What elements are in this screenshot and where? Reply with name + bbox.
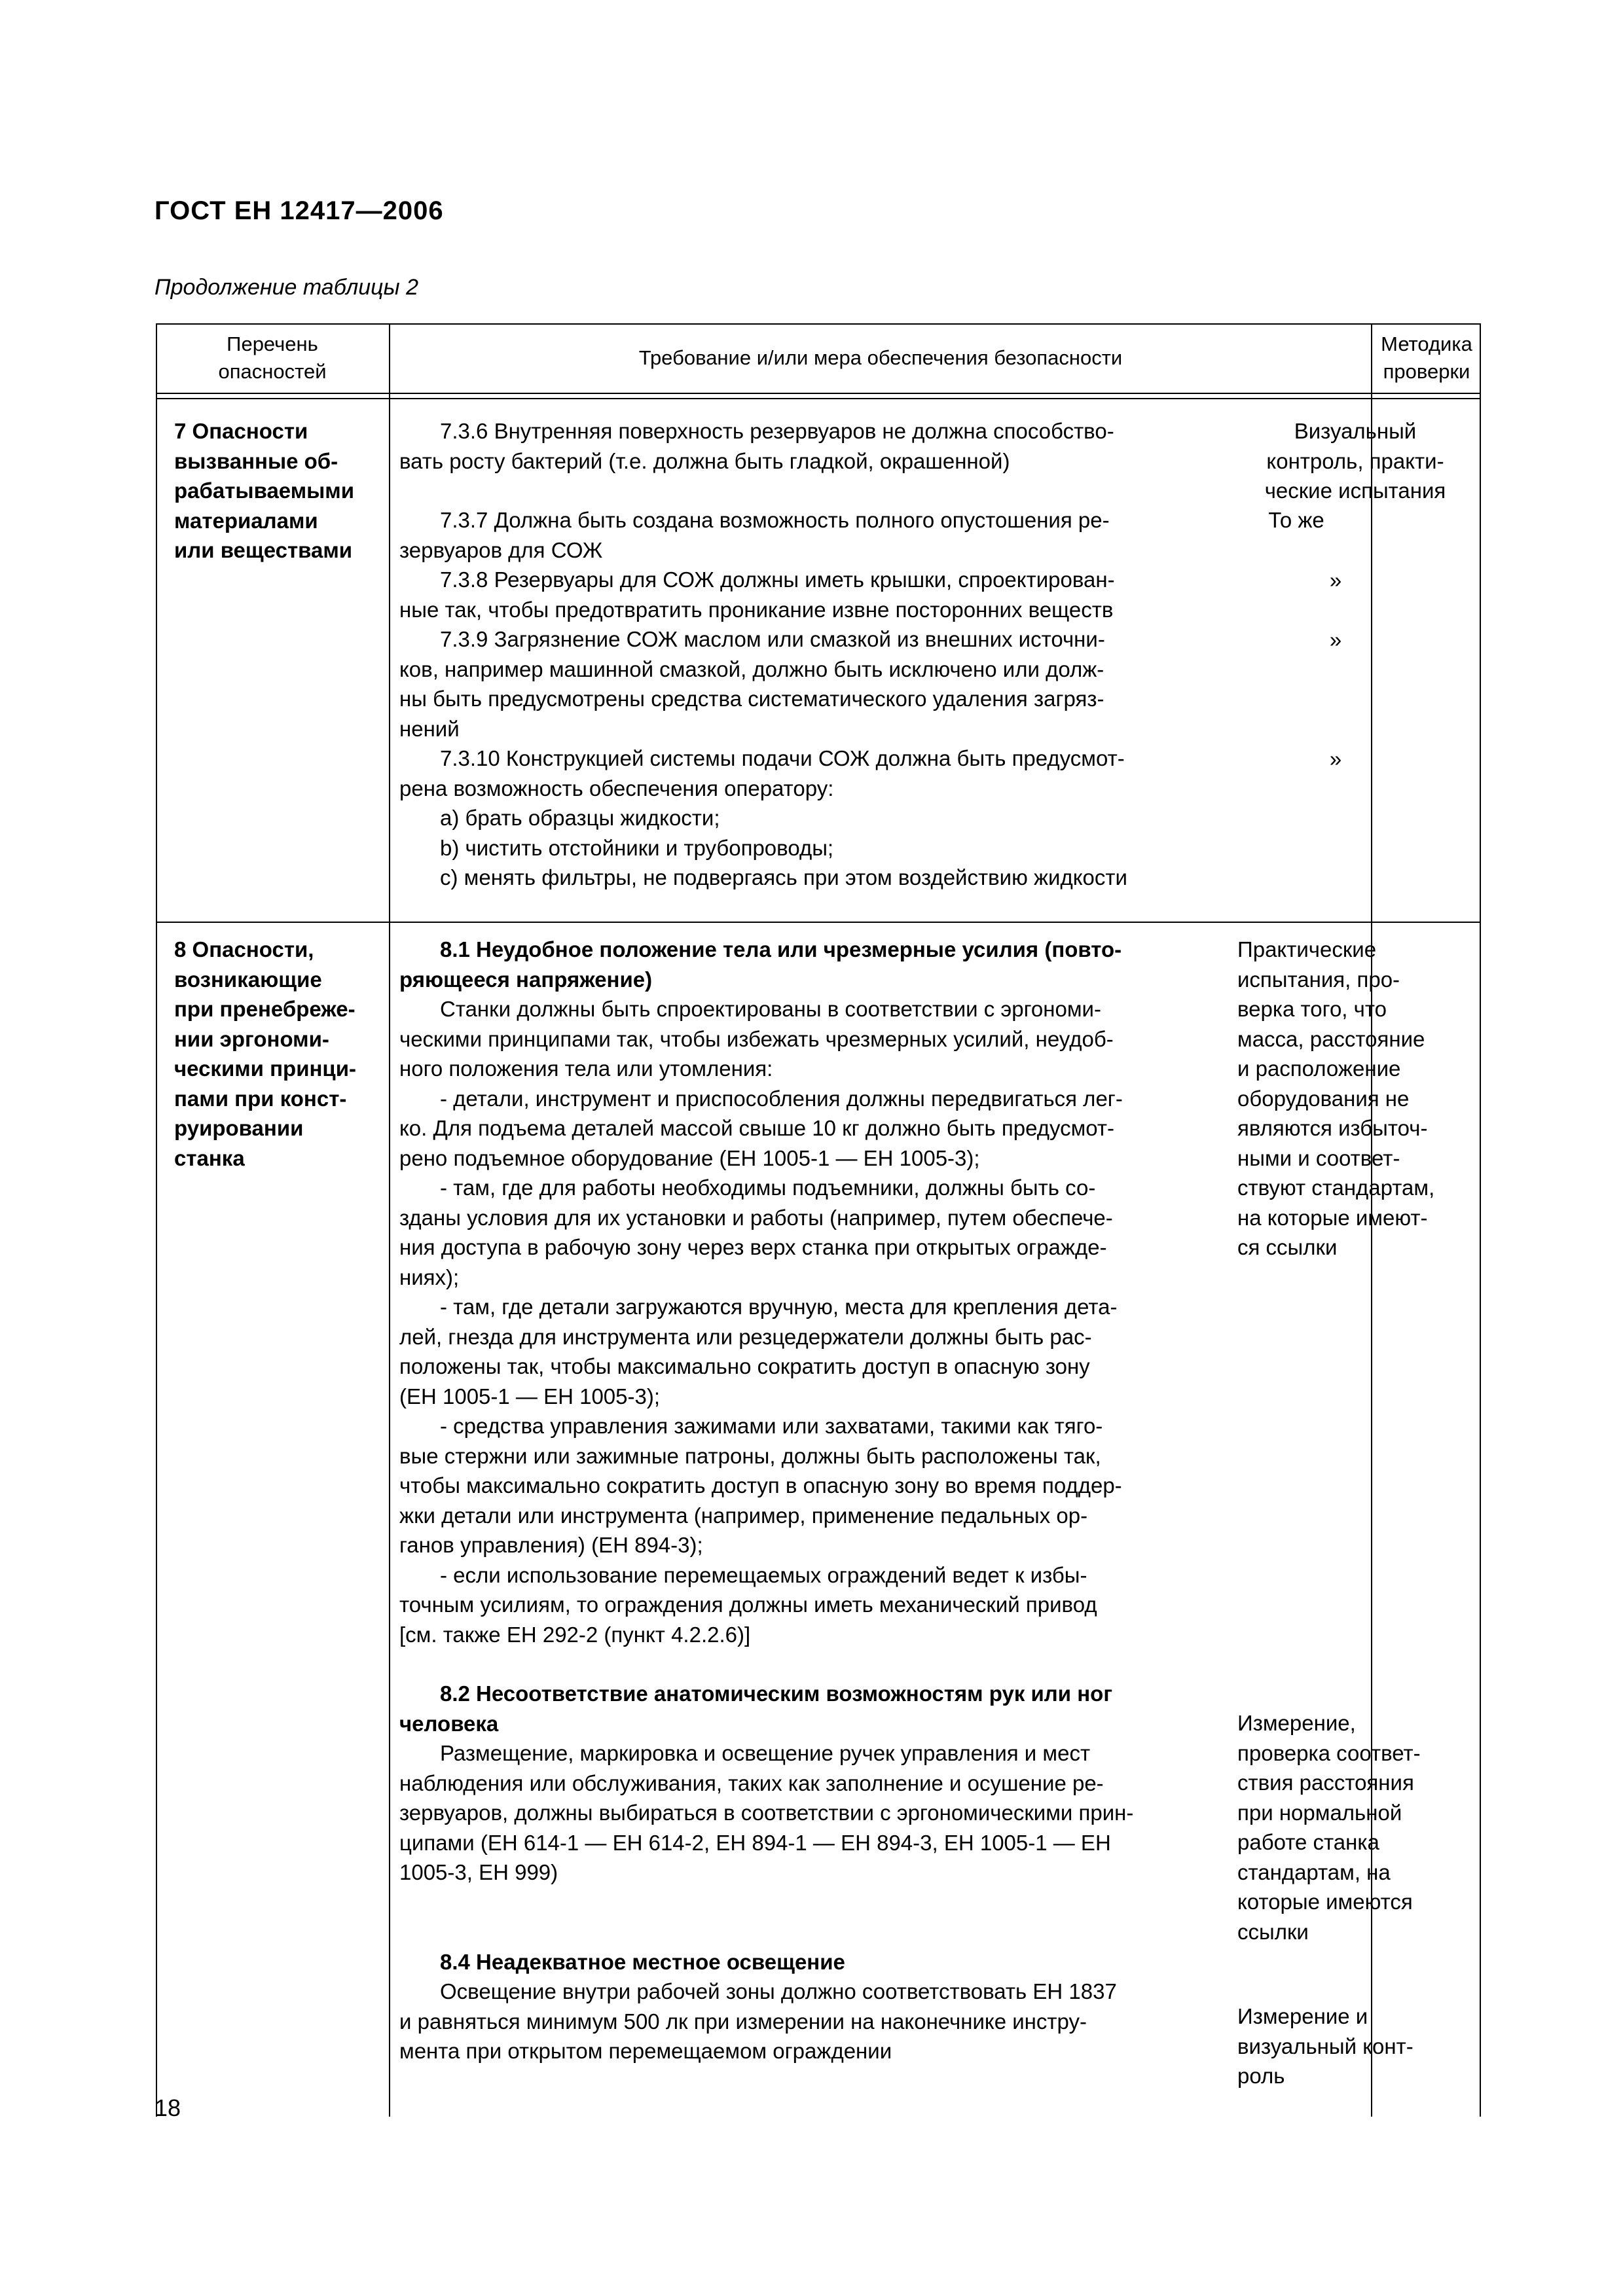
- header-divider: [156, 393, 1481, 394]
- heading-8-2: 8.2 Несоответствие анатомическим возможностям рук или ног человека: [399, 1681, 1113, 1736]
- req-8-1-item-1: - детали, инструмент и приспособления должны передвигаться лег- ко. Для подъема деталей массой свыше 10 кг должно быть предусмот- рено подъемное оборудование (ЕН 1005-1 — ЕН 1005-3);: [399, 1086, 1123, 1170]
- req-8-1-item-3: - там, где детали загружаются вручную, места для крепления дета- лей, гнезда для инструмента или резцедержатели должны быть рас- положены так, чтобы максимально сократить доступ в опасную зону (ЕН 1005-1 — ЕН 1005-3);: [399, 1295, 1118, 1408]
- req-7-3-6: 7.3.6 Внутренняя поверхность резервуаров не должна способство- вать росту бактерий (т.е. должна быть гладкой, окрашенной): [399, 419, 1114, 473]
- method-7-3-6: Визуальный контроль, практи- ческие испытания: [1264, 419, 1446, 503]
- req-8-1-item-5: - если использование перемещаемых ограждений ведет к избы- точным усилиям, то ограждения должны иметь механический привод [см. также ЕН 292-2 (пункт 4.2.2.6)]: [399, 1562, 1097, 1647]
- column-divider-1: [389, 323, 390, 2117]
- method-7-3-8: »: [1329, 568, 1342, 592]
- table-border-right: [1480, 323, 1481, 2117]
- req-8-1-item-4: - средства управления зажимами или захватами, такими как тяго- вые стержни или зажимные патроны, должны быть расположены так, чтобы максимально сократить доступ в опасную зону во время поддер- жки детали или инструмента (например, применение педальных ор- ганов управления) (ЕН 894-3);: [399, 1414, 1122, 1557]
- req-7-3-10-b: b) чистить отстойники и трубопроводы;: [440, 835, 834, 860]
- column-header-hazards: Перечень опасностей: [218, 332, 327, 383]
- req-7-3-10-c: c) менять фильтры, не подвергаясь при этом воздействию жидкости: [440, 865, 1127, 889]
- heading-8-4: 8.4 Неадекватное местное освещение: [440, 1949, 845, 1974]
- method-7-3-7: То же: [1268, 508, 1324, 532]
- method-8-4: Измерение и визуальный конт- роль: [1237, 2004, 1413, 2088]
- req-8-2: Размещение, маркировка и освещение ручек управления и мест наблюдения или обслуживания, таких как заполнение и осушение ре- зервуаров, должны выбираться в соответствии с эргономическими прин- ципами (ЕН 614-1 — ЕН 614-2, ЕН 894-1 — ЕН 894-3, ЕН 1005-1 — ЕН 1005-3, ЕН 999): [399, 1741, 1134, 1884]
- method-7-3-10: »: [1329, 747, 1342, 771]
- req-8-1-item-2: - там, где для работы необходимы подъемники, должны быть со- зданы условия для их установки и работы (например, путем обеспече- ния доступа в рабочую зону через верх станка при открытых огражде- ниях);: [399, 1175, 1113, 1289]
- table-caption: Продолжение таблицы 2: [155, 275, 418, 300]
- method-8-2: Измерение, проверка соответ- ствия расстояния при нормальной работе станка стандартам, на которые имеются ссылки: [1237, 1711, 1421, 1944]
- req-7-3-9: 7.3.9 Загрязнение СОЖ маслом или смазкой из внешних источни- ков, например машинной смазкой, должно быть исключено или долж- ны быть предусмотрены средства систематического удаления загряз- нений: [399, 627, 1105, 741]
- hazard-8: 8 Опасности, возникающие при пренебреже- нии эргономи- ческими принци- пами при конст- руировании станка: [174, 937, 356, 1170]
- table-border-left: [156, 323, 157, 2117]
- heading-8-1: 8.1 Неудобное положение тела или чрезмерные усилия (повто- ряющееся напряжение): [399, 937, 1122, 992]
- hazard-7: 7 Опасности вызванные об- рабатываемыми материалами или веществами: [174, 419, 355, 562]
- column-header-requirements: Требование и/или мера обеспечения безопасности: [638, 346, 1123, 369]
- req-7-3-7: 7.3.7 Должна быть создана возможность полного опустошения ре- зервуаров для СОЖ: [399, 508, 1110, 562]
- doc-code: ГОСТ ЕН 12417—2006: [155, 196, 444, 225]
- req-7-3-8: 7.3.8 Резервуары для СОЖ должны иметь крышки, спроектирован- ные так, чтобы предотвратить проникание извне посторонних веществ: [399, 567, 1115, 622]
- req-8-1-intro: Станки должны быть спроектированы в соответствии с эргономи- ческими принципами так, чтобы избежать чрезмерных усилий, неудоб- ного положения тела или утомления:: [399, 997, 1114, 1081]
- column-header-method: Методика проверки: [1381, 332, 1472, 383]
- req-8-4: Освещение внутри рабочей зоны должно соответствовать ЕН 1837 и равняться минимум 500 лк при измерении на наконечнике инстру- мента при открытом перемещаемом ограждении: [399, 1979, 1117, 2063]
- row-divider: [156, 922, 1481, 923]
- requirements-8: [399, 935, 1374, 2066]
- header-divider-double: [156, 398, 1481, 399]
- method-8-1: Практические испытания, про- верка того, что масса, расстояние и расположение оборудования не являются избыточ- ными и соответ- ствуют стандартам, на которые имеют- ся ссылки: [1237, 937, 1435, 1259]
- req-7-3-10: 7.3.10 Конструкцией системы подачи СОЖ должна быть предусмот- рена возможность обеспечения оператору:: [399, 746, 1125, 800]
- page-number: 18: [155, 2094, 181, 2121]
- requirements-7: [399, 416, 1374, 893]
- method-7-3-9: »: [1329, 628, 1342, 652]
- req-7-3-10-a: a) брать образцы жидкости;: [440, 806, 720, 830]
